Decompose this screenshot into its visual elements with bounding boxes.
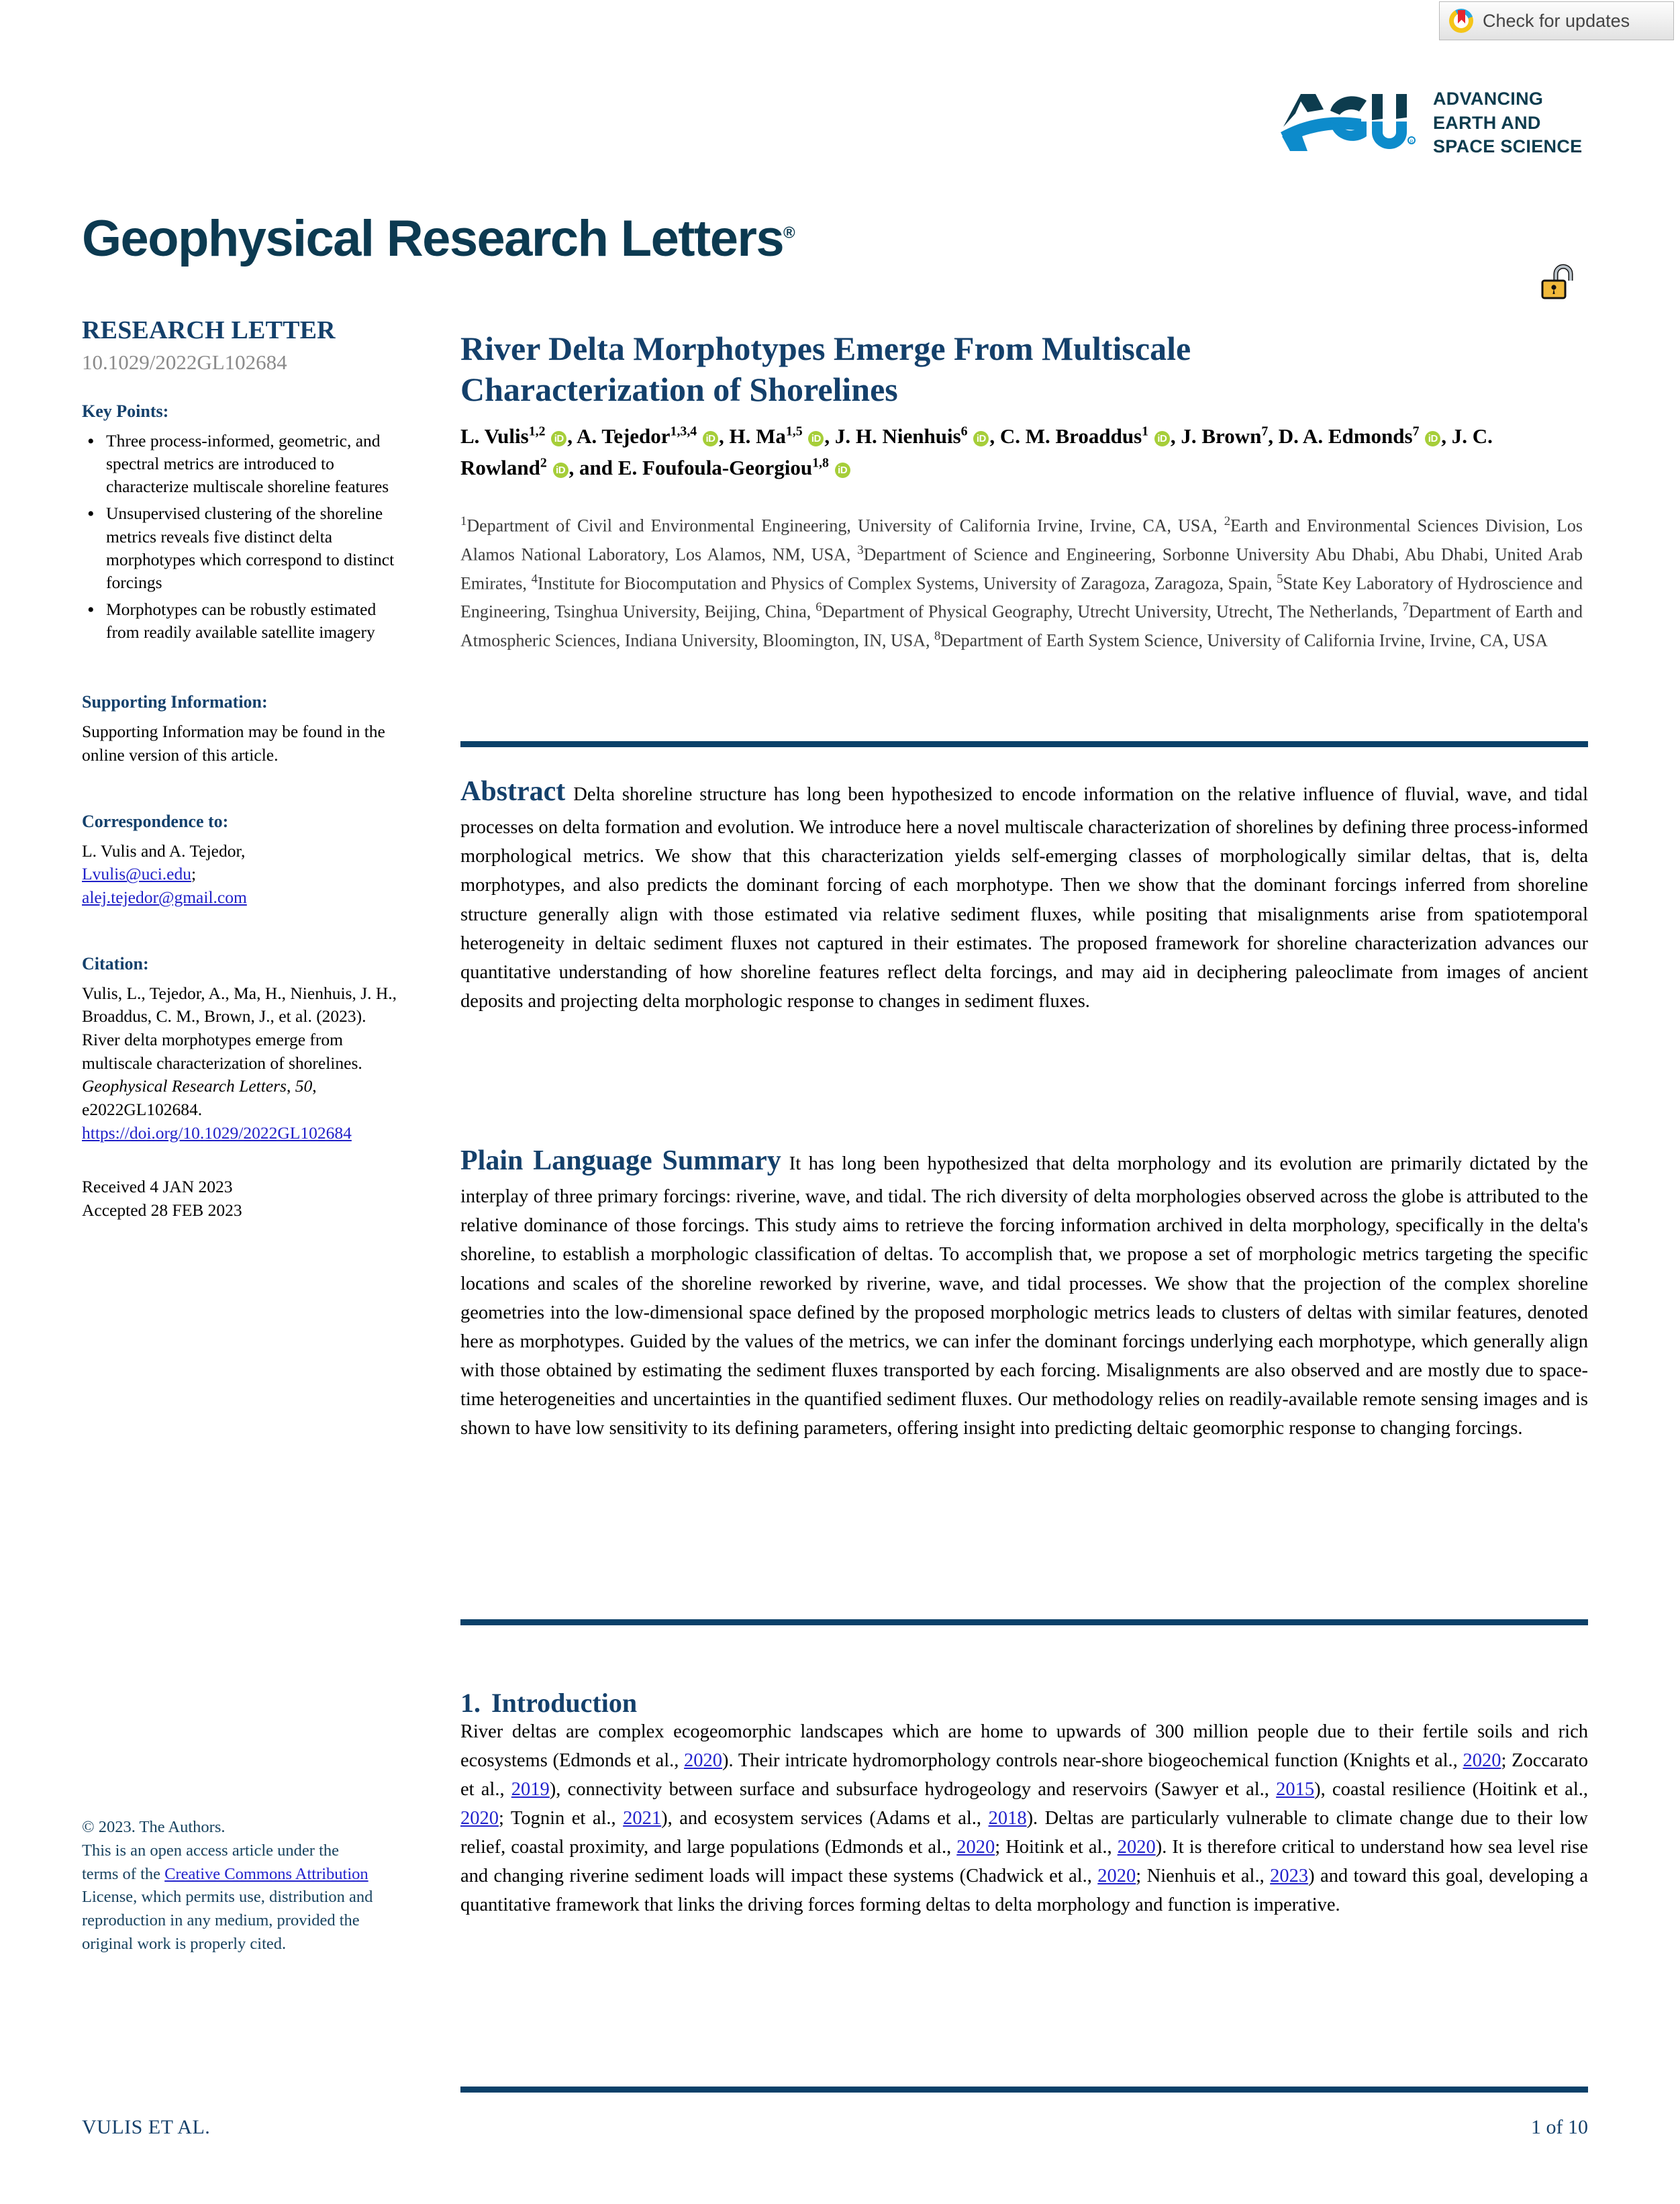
author-affiliation-marker: 1,8	[812, 455, 829, 471]
citation-link[interactable]: 2021	[623, 1808, 662, 1829]
affiliation-marker: 4	[531, 571, 538, 586]
citation-link[interactable]: 2023	[1270, 1866, 1309, 1887]
agu-wordmark-icon	[1281, 92, 1418, 154]
journal-trademark: ®	[783, 224, 795, 242]
author-affiliation-marker: 1	[1142, 424, 1149, 439]
crossmark-icon	[1449, 9, 1473, 33]
body-text: ), coastal resilience (Hoitink et al.,	[1314, 1779, 1589, 1801]
key-points-list	[82, 430, 404, 644]
citation-link[interactable]: 2018	[988, 1808, 1027, 1829]
introduction-heading	[460, 1687, 637, 1719]
citation-part-1: Vulis, L., Tejedor, A., Ma, H., Nienhuis, J. H., Broaddus, C. M., Brown, J., et al. (2023). River delta morphotypes emerge from multiscale characterization of shorelines.	[82, 983, 397, 1073]
author-affiliation-marker: 7	[1261, 424, 1269, 439]
author-name: E. Foufoula-Georgiou	[617, 456, 813, 480]
abstract-section	[460, 771, 1588, 1016]
page-title: River Delta Morphotypes Emerge From Multiscale Characterization of Shorelines	[460, 329, 1191, 408]
list-item: • Morphotypes can be robustly estimated from readily available satellite imagery	[82, 598, 404, 644]
plain-language-summary-text: It has long been hypothesized that delta morphology and its evolution are primarily dictated by the interplay of three primary forcings: riverine, wave, and tidal. The rich diversity of delta morphologies observed across the globe is attributed to the relative dominance of those forcings. This study aims to retrieve the forcing information archived in delta morphology, specifically in the delta's shoreline, to establish a morphologic classification of deltas. To accomplish that, we propose a set of morphologic metrics targeting the specific locations and scales of the shoreline reworked by riverine, wave, and tidal processes. We show that the projection of the complex shoreline geometries into the low-dimensional space defined by the proposed morphologic metrics leads to clusters of deltas with similar features, denoted here as morphotypes. Guided by the values of the metrics, we can infer the dominant forcings underlying each morphotype, which generally align with those obtained by estimating the sediment fluxes transported by each forcing. Misalignments are also observed and are mostly due to space-time heterogeneities and uncertainties in the quantified sediment fluxes. Our methodology relies on readily-available remote sensing images and is shown to have low sensitivity to its defining parameters, offering insight into predicting deltaic geomorphic response to changing forcings.	[460, 1153, 1588, 1439]
orcid-icon[interactable]: iD	[553, 463, 569, 478]
body-text: River deltas are complex ecogeomorphic landscapes which are home to upwards of 300 million people due to their fertile soils and rich ecosystems (Edmonds et al.,	[460, 1721, 1588, 1772]
list-item: • Three process-informed, geometric, and spectral metrics are introduced to characterize multiscale shoreline features	[82, 430, 404, 498]
author-name: C. M. Broaddus	[999, 424, 1142, 448]
divider-above-introduction	[460, 1619, 1588, 1625]
citation-link[interactable]: 2020	[1463, 1750, 1501, 1772]
affiliation-text: Department of Civil and Environmental Engineering, University of California Irvine, Irvine, CA, USA,	[466, 516, 1224, 536]
orcid-icon[interactable]: iD	[551, 431, 566, 446]
check-for-updates-badge[interactable]	[1439, 1, 1674, 40]
footer-page-number: 1 of 10	[1531, 2116, 1588, 2138]
affiliation-marker: 8	[934, 629, 941, 644]
citation-volume: 50	[295, 1076, 313, 1096]
body-text: ), and ecosystem services (Adams et al.,	[661, 1808, 989, 1829]
citation-link[interactable]: 2019	[511, 1779, 550, 1801]
author-name: J. C. Rowland	[460, 424, 1493, 480]
supporting-information-heading: Supporting Information:	[82, 692, 268, 712]
body-text: ). It is therefore critical to understand how sea level rise and changing riverine sediment loads will impact these systems (Chadwick et al.,	[460, 1837, 1588, 1887]
sidebar	[82, 316, 404, 1223]
orcid-icon[interactable]: iD	[808, 431, 824, 446]
citation-part-2: ,	[286, 1076, 295, 1096]
license-suffix: License, which permits use, distribution and reproduction in any medium, provided the original work is properly cited.	[82, 1888, 373, 1953]
body-text: ) and toward this goal, developing a quantitative framework that links the driving forces forming deltas to delta morphology and function is imperative.	[460, 1866, 1589, 1916]
affiliation-text: Department of Physical Geography, Utrecht University, Utrecht, The Netherlands,	[822, 602, 1403, 622]
author-list: L. Vulis$^{1,2}$ iD , A. Tejedor$^{1,3,4}$ iD , H. Ma$^{1,5}$ iD , J. H. Nienhuis$^6$ iD , C. M. Broaddus$^1$ iD , J. Brown$^7$, D. A. Edmonds$^7$ iD , J. C. Rowland$^2$ iD , and E. Foufoula-Georgiou$^{1,8}$ iD	[460, 424, 1493, 480]
svg-text:R: R	[1410, 140, 1414, 145]
orcid-icon[interactable]: iD	[1425, 431, 1440, 446]
affiliation-marker: 6	[816, 600, 822, 615]
introduction-body	[460, 1717, 1588, 1919]
author-name: D. A. Edmonds	[1278, 424, 1413, 448]
section-number: 1.	[460, 1688, 481, 1719]
author-affiliation-marker: 7	[1412, 424, 1420, 439]
journal-name: Geophysical Research Letters	[82, 210, 784, 267]
supporting-information-text: Supporting Information may be found in the online version of this article.	[82, 722, 385, 765]
affiliation-text: Institute for Biocomputation and Physics of Complex Systems, University of Zaragoza, Zaragoza, Spain,	[538, 573, 1277, 593]
affiliation-text: State Key Laboratory of Hydroscience and Engineering, Tsinghua University, Beijing, China,	[460, 573, 1583, 622]
check-for-updates-label: Check for updates	[1483, 10, 1630, 31]
correspondence-email-separator: ;	[191, 864, 197, 884]
affiliation-marker: 5	[1277, 571, 1283, 586]
body-text: ). Their intricate hydromorphology controls near-shore biogeochemical function (Knights et al.,	[722, 1750, 1463, 1772]
orcid-icon[interactable]: iD	[835, 463, 850, 478]
key-points-heading: Key Points:	[82, 401, 169, 421]
correspondence-names: L. Vulis and A. Tejedor,	[82, 841, 246, 861]
agu-logo	[1281, 87, 1582, 159]
affiliation-marker: 2	[1224, 514, 1231, 528]
correspondence-email-1[interactable]: Lvulis@uci.edu	[82, 864, 191, 884]
agu-tagline-line-2: EARTH AND	[1433, 112, 1541, 133]
correspondence-block	[82, 840, 404, 910]
correspondence-heading: Correspondence to:	[82, 811, 229, 831]
author-name: H. Ma	[729, 424, 786, 448]
orcid-icon[interactable]: iD	[1154, 431, 1170, 446]
citation-link[interactable]: 2015	[1276, 1779, 1315, 1801]
received-date: Received 4 JAN 2023	[82, 1177, 233, 1197]
citation-part-3: , e2022GL102684.	[82, 1076, 317, 1120]
author-affiliation-marker: 2	[540, 455, 547, 471]
divider-above-footer	[460, 2087, 1588, 2093]
author-affiliation-marker: 1,5	[785, 424, 803, 439]
abstract-text: Delta shoreline structure has long been hypothesized to encode information on the relative influence of fluvial, wave, and tidal processes on delta formation and evolution. We introduce here a novel multiscale characterization of shorelines by defining three process-informed morphological metrics. We show that this characterization yields self-emerging classes of morphologically similar deltas, that is, delta morphotypes, and also predicts the dominant forcing of each morphotype. Then we show that the dominant forcings inferred from shoreline structure generally align with those estimated via relative sediment fluxes, while positing that misalignments arise from spatiotemporal heterogeneity in deltaic sediment fluxes not captured in their estimates. The proposed framework for shoreline characterization advances our quantitative understanding of how shoreline features reflect delta forcings, and may aid in deciphering paleoclimate from images of ancient deposits and projecting delta morphologic response to changes in sediment fluxes.	[460, 784, 1588, 1012]
citation-doi-link[interactable]: https://doi.org/10.1029/2022GL102684	[82, 1122, 352, 1143]
affiliation-marker: 1	[460, 514, 467, 528]
citation-link[interactable]: 2020	[1117, 1837, 1156, 1858]
section-title: Introduction	[491, 1688, 638, 1719]
citation-journal-name: Geophysical Research Letters	[82, 1076, 287, 1096]
citation-link[interactable]: 2020	[956, 1837, 995, 1858]
license-prefix: This is an open access article under the terms of the	[82, 1841, 340, 1883]
list-item: • Unsupervised clustering of the shoreline metrics reveals five distinct delta morphotypes which correspond to distinct forcings	[82, 502, 404, 594]
divider-above-abstract	[460, 741, 1588, 747]
author-affiliation-marker: 6	[960, 424, 968, 439]
affiliation-list	[460, 512, 1583, 655]
footer-running-authors: VULIS ET AL.	[82, 2116, 211, 2138]
orcid-icon[interactable]: iD	[703, 431, 718, 446]
abstract-label: Abstract	[460, 776, 566, 807]
body-text: ). Deltas are particularly vulnerable to climate change due to their low relief, coastal proximity, and large populations (Edmonds et al.,	[460, 1808, 1588, 1858]
body-text: ; Tognin et al.,	[499, 1808, 624, 1829]
license-text	[82, 1839, 377, 1956]
body-text: ), connectivity between surface and subsurface hydrogeology and reservoirs (Sawyer et al.,	[549, 1779, 1277, 1801]
affiliation-text: Department of Science and Engineering, Sorbonne University Abu Dhabi, Abu Dhabi, United Arab Emirates,	[460, 544, 1583, 593]
body-text: ; Nienhuis et al.,	[1136, 1866, 1271, 1887]
plain-language-summary-label: Plain Language Summary	[460, 1145, 781, 1176]
author-affiliation-marker: 1,3,4	[670, 424, 697, 439]
affiliation-marker: 3	[857, 542, 864, 557]
author-name: J. Brown	[1181, 424, 1262, 448]
affiliation-marker: 7	[1402, 600, 1409, 615]
article-type-label: RESEARCH LETTER	[82, 316, 336, 344]
citation-link[interactable]: 2020	[460, 1808, 499, 1829]
author-affiliation-marker: 1,2	[528, 424, 546, 439]
open-access-unlocked-icon	[1536, 262, 1577, 303]
affiliation-text: Department of Earth System Science, University of California Irvine, Irvine, CA, USA	[940, 630, 1548, 651]
doi-label: 10.1029/2022GL102684	[82, 350, 287, 374]
accepted-date: Accepted 28 FEB 2023	[82, 1200, 242, 1220]
body-text: ; Hoitink et al.,	[995, 1837, 1118, 1858]
plain-language-summary-section	[460, 1140, 1588, 1443]
agu-tagline-line-1: ADVANCING	[1433, 89, 1544, 109]
citation-text	[82, 982, 404, 1145]
author-name: L. Vulis	[460, 424, 529, 448]
citation-link[interactable]: 2020	[684, 1750, 723, 1772]
orcid-icon[interactable]: iD	[973, 431, 989, 446]
body-text: ; Zoccarato et al.,	[460, 1750, 1588, 1801]
copyright-line: © 2023. The Authors.	[82, 1818, 226, 1836]
agu-tagline-line-3: SPACE SCIENCE	[1433, 136, 1583, 157]
citation-link[interactable]: 2020	[1097, 1866, 1136, 1887]
copyright-block	[82, 1816, 377, 1956]
agu-tagline	[1433, 87, 1582, 159]
author-name: J. H. Nienhuis	[834, 424, 961, 448]
citation-heading: Citation:	[82, 953, 149, 973]
author-name: A. Tejedor	[577, 424, 671, 448]
correspondence-email-2[interactable]: alej.tejedor@gmail.com	[82, 888, 247, 908]
creative-commons-link[interactable]: Creative Commons Attribution	[164, 1864, 368, 1883]
affiliation-text: Earth and Environmental Sciences Division, Los Alamos National Laboratory, Los Alamos, NM, USA,	[460, 516, 1583, 565]
journal-masthead	[82, 209, 795, 268]
affiliation-text: Department of Earth and Atmospheric Sciences, Indiana University, Bloomington, IN, USA,	[460, 602, 1583, 651]
